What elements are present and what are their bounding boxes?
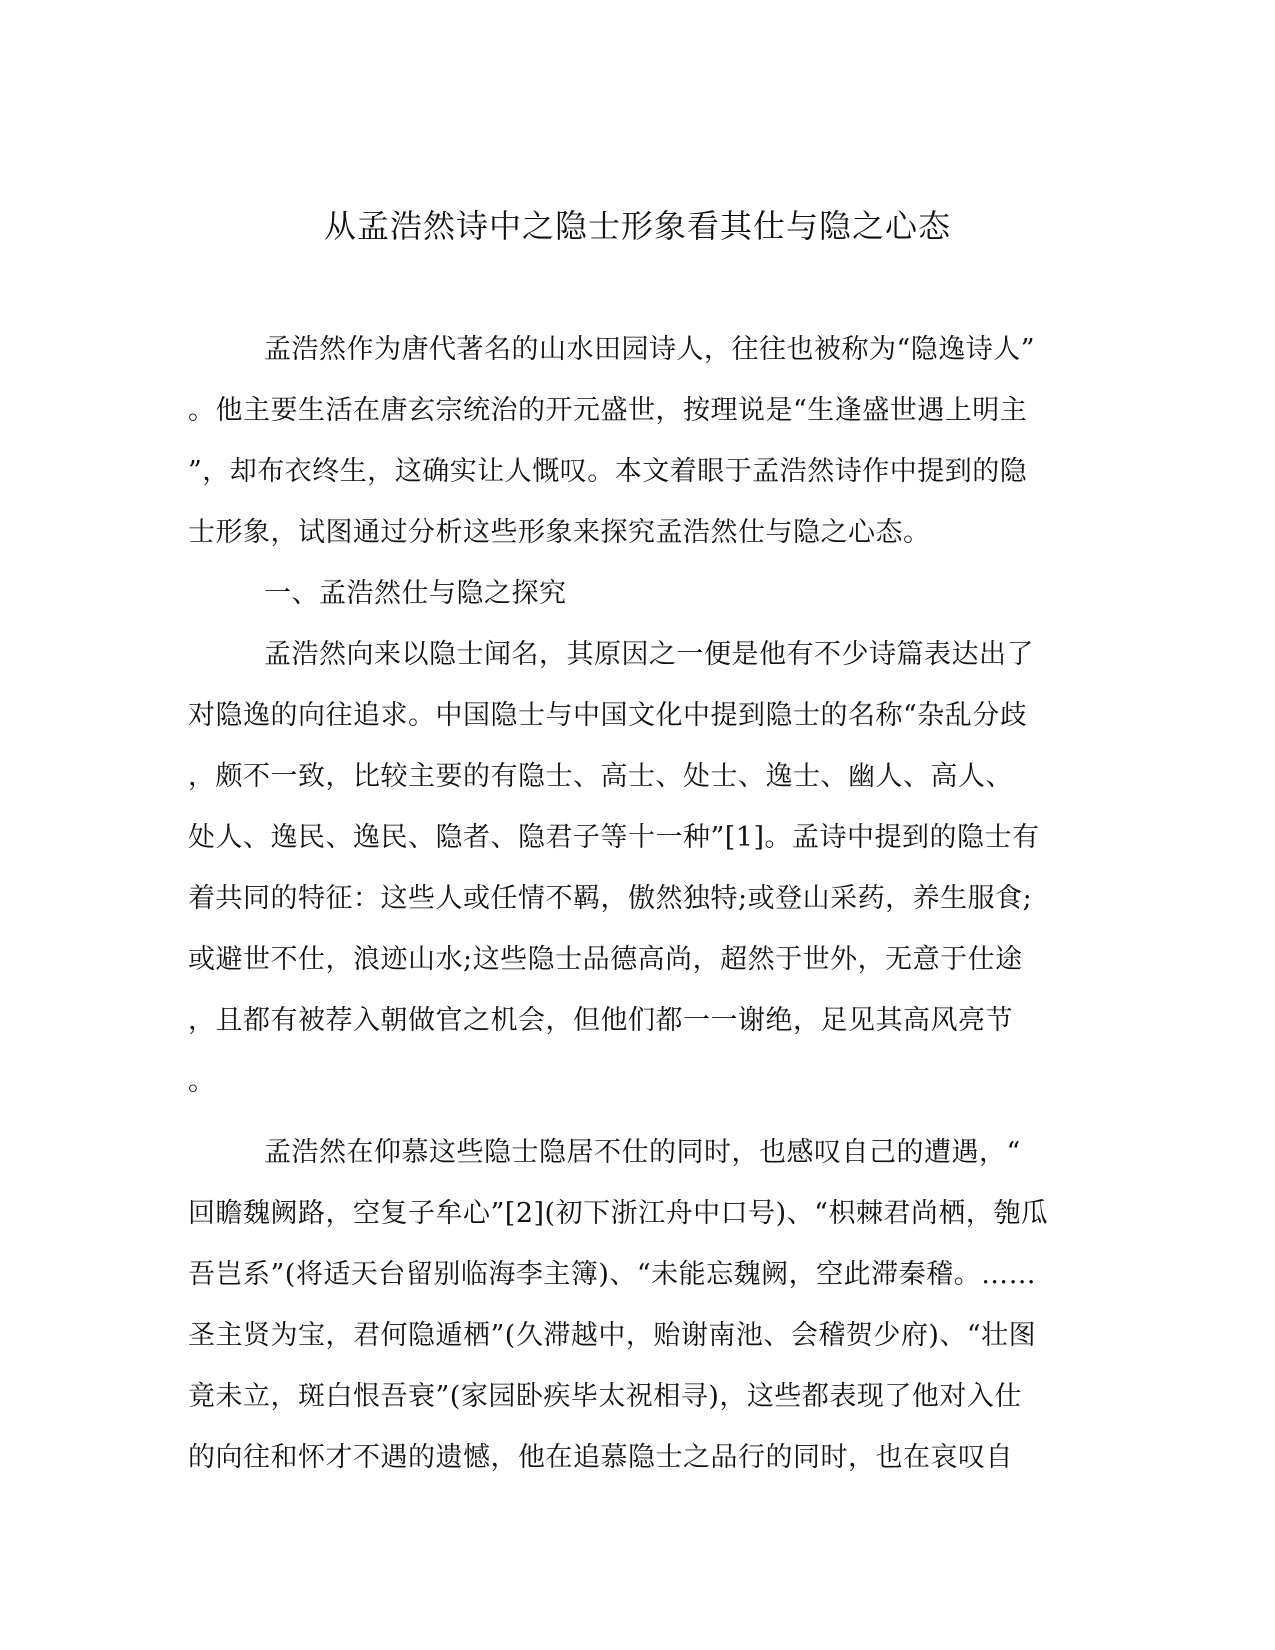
paragraph-3-line-2: 回瞻魏阙路，空复子牟心”[2](初下浙江舟中口号)、“枳棘君尚栖，匏瓜	[188, 1198, 1049, 1229]
paragraph-2-line-7: ，且都有被荐入朝做官之机会，但他们都一一谢绝，足见其高风亮节	[188, 1005, 1013, 1036]
paragraph-1-line-1: 孟浩然作为唐代著名的山水田园诗人，往往也被称为“隐逸诗人”	[264, 334, 1036, 365]
paragraph-3-line-3: 吾岂系”(将适天台留别临海李主簿)、“未能忘魏阙，空此滞秦稽。……	[188, 1259, 1037, 1290]
paragraph-2-line-8: 。	[188, 1066, 216, 1097]
section-heading: 一、孟浩然仕与隐之探究	[264, 578, 567, 609]
paragraph-2-line-6: 或避世不仕，浪迹山水;这些隐士品德高尚，超然于世外，无意于仕途	[188, 944, 1023, 975]
paragraph-2-line-2: 对隐逸的向往追求。中国隐士与中国文化中提到隐士的名称“杂乱分歧	[188, 700, 1028, 731]
document-body	[188, 334, 1068, 1503]
paragraph-2-line-4: 处人、逸民、逸民、隐者、隐君子等十一种”[1]。孟诗中提到的隐士有	[188, 822, 1040, 853]
paragraph-1-line-4: 士形象，试图通过分析这些形象来探究孟浩然仕与隐之心态。	[188, 517, 931, 548]
paragraph-1-line-2: 。他主要生活在唐玄宗统治的开元盛世，按理说是“生逢盛世遇上明主	[188, 395, 1028, 426]
paragraph-3-line-6: 的向往和怀才不遇的遗憾，他在追慕隐士之品行的同时，也在哀叹自	[188, 1442, 1013, 1473]
document-title: 从孟浩然诗中之隐士形象看其仕与隐之心态	[323, 207, 951, 245]
paragraph-2-line-1: 孟浩然向来以隐士闻名，其原因之一便是他有不少诗篇表达出了	[264, 639, 1034, 670]
paragraph-2-line-3: ，颇不一致，比较主要的有隐士、高士、处士、逸士、幽人、高人、	[188, 761, 1013, 792]
paragraph-1-line-3: ”，却布衣终生，这确实让人慨叹。本文着眼于孟浩然诗作中提到的隐	[188, 456, 1028, 487]
paragraph-gap	[188, 1127, 1068, 1137]
paragraph-2-line-5: 着共同的特征：这些人或任情不羁，傲然独特;或登山采药，养生服食;	[188, 883, 1033, 914]
paragraph-3-line-4: 圣主贤为宝，君何隐遁栖”(久滞越中，贻谢南池、会稽贺少府)、“壮图	[188, 1320, 1037, 1351]
paragraph-3-line-1: 孟浩然在仰慕这些隐士隐居不仕的同时，也感叹自己的遭遇，“	[264, 1137, 1021, 1168]
paragraph-3-line-5: 竟未立，斑白恨吾衰”(家园卧疾毕太祝相寻)，这些都表现了他对入仕	[188, 1381, 1022, 1412]
